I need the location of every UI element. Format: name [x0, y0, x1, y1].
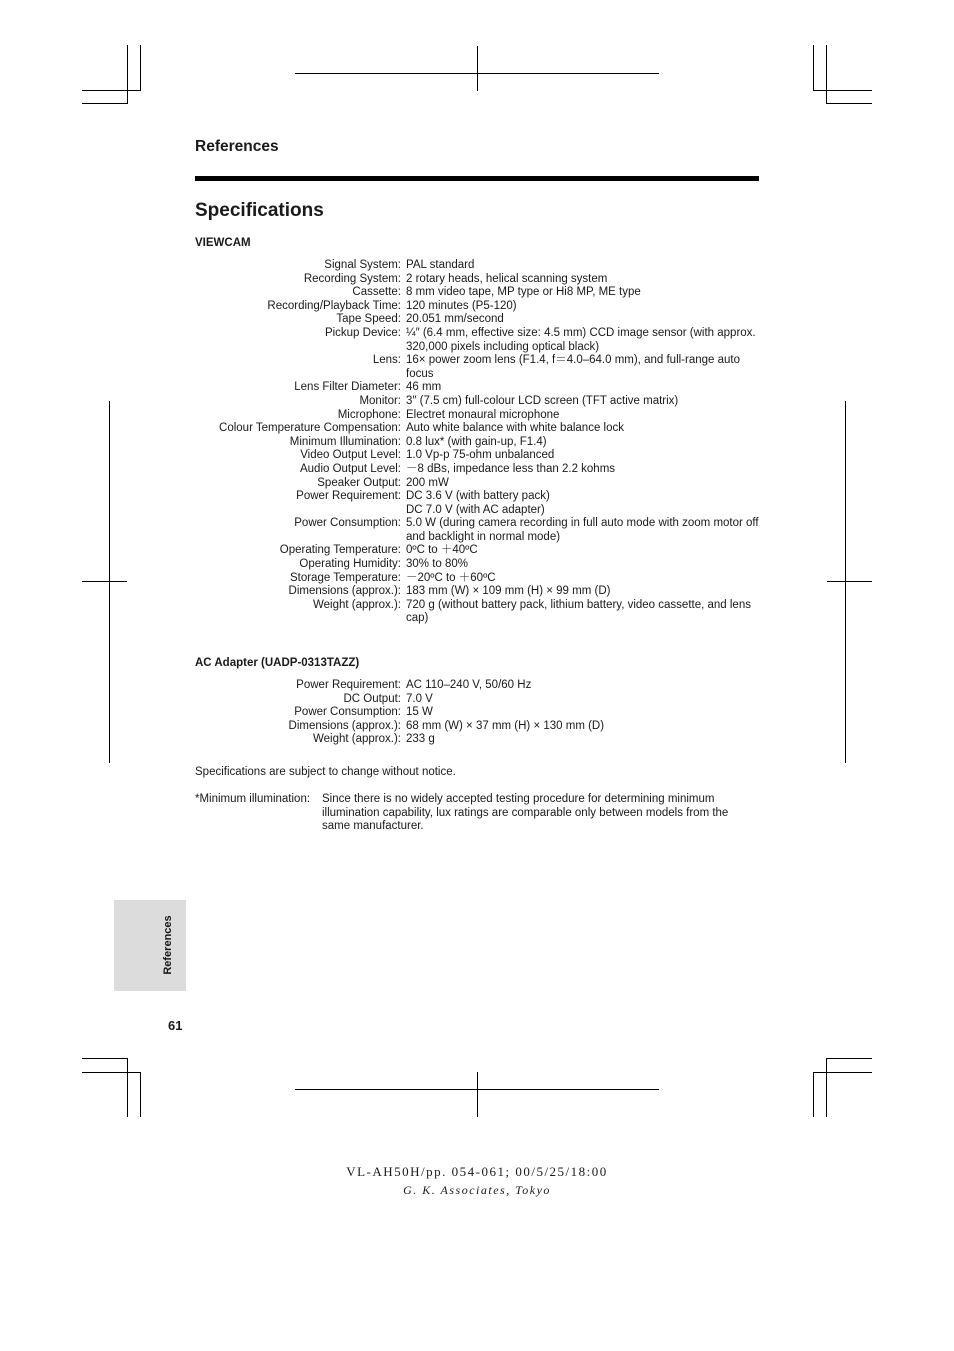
- spec-label: Power Requirement:: [296, 490, 401, 503]
- spec-label: Colour Temperature Compensation:: [219, 422, 401, 435]
- spec-label: Signal System:: [324, 259, 401, 271]
- spec-row: [195, 463, 759, 477]
- spec-value: 1.0 Vp-p 75-ohm unbalanced: [406, 449, 555, 462]
- spec-label: Recording System:: [303, 272, 401, 285]
- spec-row: [195, 517, 759, 544]
- spec-row: [195, 572, 759, 586]
- spec-label: Recording/Playback Time:: [267, 299, 401, 312]
- spec-row: [195, 449, 759, 463]
- spec-label: Audio Output Level:: [299, 462, 401, 475]
- spec-label: Lens:: [372, 354, 401, 367]
- spec-value: 8 mm video tape, MP type or Hi8 MP, ME type: [406, 286, 641, 299]
- side-tab-label: References: [162, 915, 174, 975]
- footnote-label: *Minimum illumination:: [195, 793, 311, 805]
- spec-row: [195, 733, 759, 747]
- spec-label: Monitor:: [359, 394, 401, 407]
- spec-label: Operating Humidity:: [299, 558, 401, 571]
- spec-value: 3″ (7.5 cm) full-colour LCD screen (TFT active matrix): [406, 394, 679, 407]
- spec-row: [195, 558, 759, 572]
- spec-row: [195, 327, 759, 354]
- spec-row: [195, 477, 759, 491]
- spec-value: 200 mW: [406, 476, 449, 489]
- spec-value: 233 g: [406, 733, 435, 746]
- spec-row: [195, 300, 759, 314]
- spec-label: Video Output Level:: [300, 449, 401, 462]
- spec-label: Power Requirement:: [296, 679, 401, 691]
- spec-value: Electret monaural microphone: [406, 408, 560, 421]
- spec-label: Dimensions (approx.):: [288, 719, 401, 732]
- section-title: References: [195, 138, 279, 155]
- spec-label: Weight (approx.):: [313, 598, 401, 611]
- spec-value: 7.0 V: [406, 692, 433, 705]
- side-tab: [114, 900, 186, 991]
- viewcam-heading: VIEWCAM: [195, 237, 251, 249]
- spec-value: 68 mm (W) × 37 mm (H) × 130 mm (D): [406, 719, 605, 732]
- section-divider: [195, 176, 759, 181]
- spec-row: [195, 436, 759, 450]
- spec-row: [195, 313, 759, 327]
- adapter-heading: AC Adapter (UADP-0313TAZZ): [195, 657, 360, 669]
- spec-value: PAL standard: [406, 259, 475, 271]
- spec-label: Operating Temperature:: [279, 544, 401, 557]
- spec-value: 5.0 W (during camera recording in full auto mode with zoom motor off and backlight in normal mode): [406, 517, 759, 543]
- spec-row: [195, 395, 759, 409]
- footnote: [195, 793, 759, 834]
- spec-row: [195, 381, 759, 395]
- spec-row: [195, 706, 759, 720]
- spec-value: －8 dBs, impedance less than 2.2 kohms: [406, 462, 616, 475]
- spec-row: [195, 490, 759, 517]
- spec-value: ¼″ (6.4 mm, effective size: 4.5 mm) CCD image sensor (with approx. 320,000 pixels including optical black): [406, 326, 756, 353]
- spec-row: [195, 544, 759, 558]
- spec-row: [195, 354, 759, 381]
- spec-row: [195, 679, 759, 693]
- spec-label: Dimensions (approx.):: [288, 585, 401, 598]
- spec-label: Tape Speed:: [336, 313, 401, 326]
- spec-label: Cassette:: [352, 286, 401, 299]
- spec-row: [195, 409, 759, 423]
- spec-value: 183 mm (W) × 109 mm (H) × 99 mm (D): [406, 585, 611, 598]
- spec-row: [195, 259, 759, 273]
- spec-label: Power Consumption:: [294, 517, 401, 530]
- spec-row: [195, 720, 759, 734]
- spec-value: 0.8 lux* (with gain-up, F1.4): [406, 435, 547, 448]
- page-number: 61: [168, 1018, 183, 1033]
- spec-label: DC Output:: [343, 692, 401, 705]
- spec-value: 15 W: [406, 706, 433, 719]
- spec-row: [195, 585, 759, 599]
- spec-label: Lens Filter Diameter:: [294, 381, 401, 394]
- spec-value: －20ºC to ＋60ºC: [406, 571, 496, 584]
- spec-value: DC 3.6 V (with battery pack) DC 7.0 V (with AC adapter): [406, 490, 550, 516]
- print-job-line: VL-AH50H/pp. 054-061; 00/5/25/18:00: [346, 1164, 608, 1179]
- spec-label: Microphone:: [337, 408, 401, 421]
- spec-value: 2 rotary heads, helical scanning system: [406, 272, 608, 285]
- spec-value: 720 g (without battery pack, lithium battery, video cassette, and lens cap): [406, 598, 751, 625]
- spec-label: Pickup Device:: [324, 326, 401, 339]
- spec-value: AC 110–240 V, 50/60 Hz: [406, 679, 532, 691]
- print-credit-line: G. K. Associates, Tokyo: [403, 1183, 551, 1197]
- spec-value: Auto white balance with white balance lock: [406, 422, 624, 435]
- spec-value: 20.051 mm/second: [406, 313, 504, 326]
- spec-value: 0ºC to ＋40ºC: [406, 544, 478, 557]
- spec-row: [195, 286, 759, 300]
- spec-label: Power Consumption:: [294, 706, 401, 719]
- spec-label: Speaker Output:: [317, 476, 401, 489]
- spec-row: [195, 273, 759, 287]
- change-notice: Specifications are subject to change without notice.: [195, 766, 456, 778]
- spec-row: [195, 422, 759, 436]
- footnote-text: Since there is no widely accepted testing procedure for determining minimum illumination capability, lux ratings are comparable only between models from the same manufacturer.: [322, 793, 729, 833]
- spec-label: Weight (approx.):: [313, 733, 401, 746]
- spec-row: [195, 693, 759, 707]
- spec-value: 16× power zoom lens (F1.4, f＝4.0–64.0 mm), and full-range auto focus: [406, 354, 740, 380]
- spec-label: Storage Temperature:: [289, 571, 401, 584]
- spec-row: [195, 599, 759, 626]
- spec-value: 30% to 80%: [406, 558, 469, 571]
- spec-value: 46 mm: [406, 381, 442, 394]
- spec-label: Minimum Illumination:: [289, 435, 401, 448]
- spec-value: 120 minutes (P5-120): [406, 299, 517, 312]
- viewcam-spec-table: [195, 259, 759, 626]
- adapter-spec-table: [195, 679, 759, 747]
- page-title: Specifications: [195, 200, 324, 221]
